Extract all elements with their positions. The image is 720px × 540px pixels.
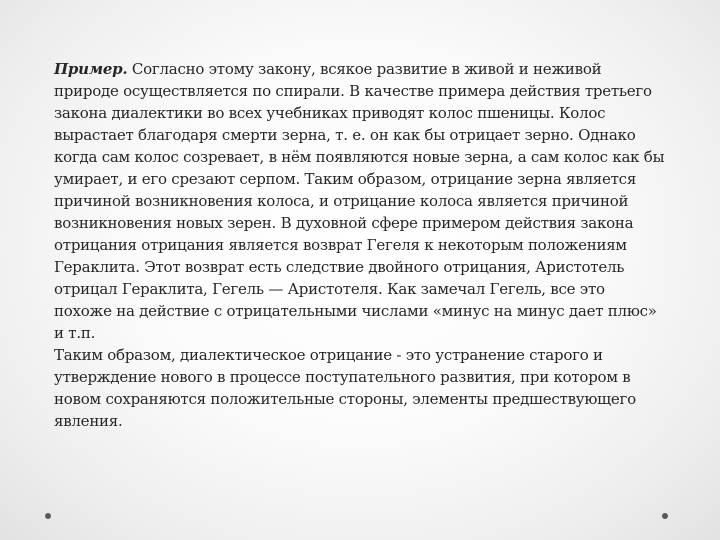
example-lead: Пример. (54, 60, 128, 78)
example-text: Согласно этому закону, всякое развитие в живой и неживой природе осуществляется по спирали. В качестве примера действия третьего закона диалектики во всех учебниках приводят колос пшеницы. Колос вырастает благодаря смерти зерна, т. е. он как бы отрицает зерно. Однако когда сам колос созревает, в нём появляются новые зерна, а сам колос как бы умирает, и его срезают серпом. Таким образом, отрицание зерна является причиной возникновения колоса, и отрицание колоса является причиной возникновения новых зерен. В духовной сфере примером действия закона отрицания отрицания является возврат Гегеля к некоторым положениям Гераклита. Этот возврат есть следствие двойного отрицания, Аристотель отрицал Гераклита, Гегель — Аристотеля. Как замечал Гегель, все это похоже на действие с отрицательными числами «минус на минус дает плюс» и т.п. (54, 60, 665, 342)
decorative-dot-right (662, 513, 668, 519)
slide-text-body (54, 58, 666, 432)
conclusion-paragraph: Таким образом, диалектическое отрицание - это устранение старого и утверждение нового в процессе поступательного развития, при котором в новом сохраняются положительные стороны, элементы предшествующего явления. (54, 346, 636, 430)
decorative-dot-left (45, 513, 51, 519)
example-paragraph (54, 58, 666, 344)
